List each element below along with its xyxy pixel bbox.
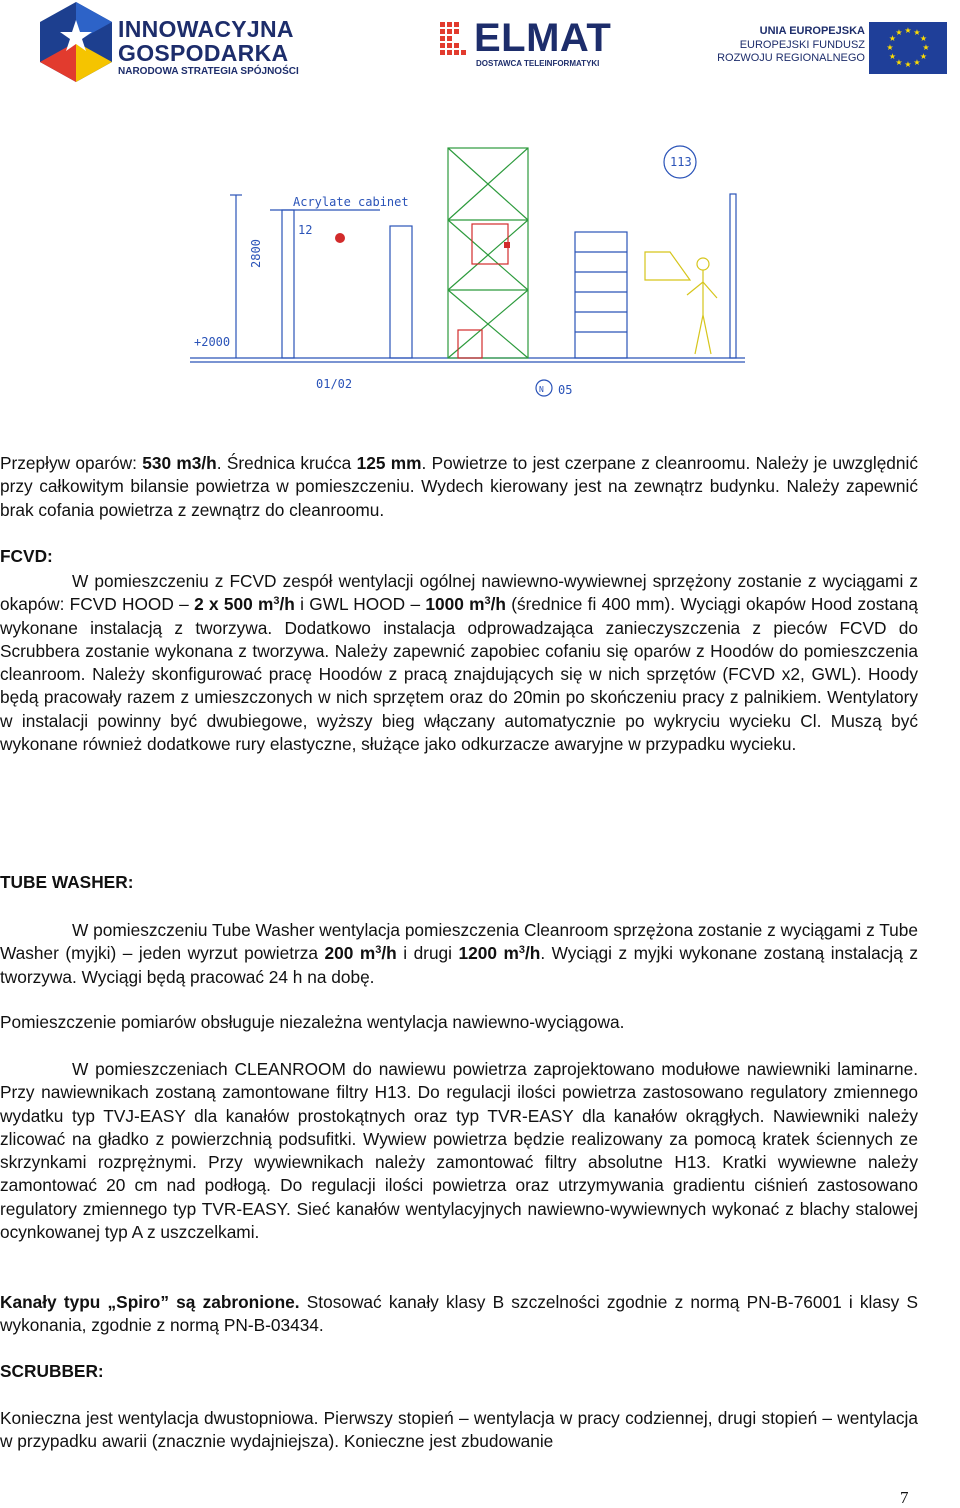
elmat-tagline: DOSTAWCA TELEINFORMATYKI — [476, 59, 600, 68]
technical-drawing — [190, 140, 745, 402]
svg-text:★: ★ — [904, 60, 912, 69]
page-number: 7 — [900, 1488, 909, 1507]
innowacyjna-gospodarka-mark-icon — [40, 2, 112, 82]
fcvd-heading: FCVD: — [0, 546, 53, 566]
innowacyjna-gospodarka-logo — [40, 2, 320, 84]
svg-text:★: ★ — [913, 58, 921, 67]
drawing-label-level: +2000 — [194, 335, 231, 349]
tube-washer-heading: TUBE WASHER: — [0, 872, 134, 892]
svg-text:★: ★ — [895, 28, 903, 37]
eu-line1: UNIA EUROPEJSKA — [759, 25, 865, 37]
ig-line3: NARODOWA STRATEGIA SPÓJNOŚCI — [118, 66, 299, 77]
ig-line1: INNOWACYJNA — [118, 16, 294, 42]
tube-washer-paragraph: W pomieszczeniu Tube Washer wentylacja pomieszczenia Cleanroom sprzężona zostanie z wyciągami z Tube Washer (myjki) – jeden wyrzut powietrza 200 $m^3/h$ i drugi 1200 $m^3/h$. Wyciągi z myjki wykonane zostaną instalacją z tworzywa. Wyciągi będą pracować 24 h na dobę. — [0, 920, 918, 987]
ig-line2: GOSPODARKA — [118, 40, 289, 66]
elmat-mark-icon — [440, 22, 470, 62]
svg-text:★: ★ — [922, 43, 930, 52]
spiro-paragraph: Kanały typu „Spiro” są zabronione. Stosować kanały klasy B szczelności zgodnie z normą PN-B-76001 i klasy S wykonania, zgodnie z normą PN-B-03434. — [0, 1292, 918, 1336]
elmat-name: ELMAT — [474, 16, 612, 60]
svg-text:★: ★ — [886, 43, 894, 52]
svg-text:★: ★ — [895, 58, 903, 67]
drawing-label-12: 12 — [298, 223, 313, 237]
logo-bar — [0, 0, 960, 90]
drawing-label-n: N — [539, 385, 544, 394]
cleanroom-paragraph: W pomieszczeniach CLEANROOM do nawiewu powietrza zaprojektowano modułowe nawiewniki laminarne. Przy nawiewnikach zostaną zamontowane filtry H13. Do regulacji ilości powietrza zastosowano regulatory zmiennego wydatku typ TVJ-EASY dla kanałów prostokątnych oraz typ TVR-EASY dla kanałów okrągłych. Nawiewniki należy zlicować na gładko z powierzchnią podsufitki. Wywiew powietrza będzie realizowany za pomocą kratek ściennych ze skrzynkami rozprężnymi. Przy wywiewnikach należy zamontować filtry absolutne H13. Kratki wywiewne należy zamontować 20 cm nad podłogą. Do regulacji ilości powietrza oraz utrzymywania gradientu ciśnień zastosowano regulatory zmiennego typ TVR-EASY. Sieć kanałów wentylacyjnych nawiewno-wywiewnych wykonać z blachy stalowej ocynkowanej typ A z uszczelkami. — [0, 1059, 918, 1243]
eu-line2: EUROPEJSKI FUNDUSZ — [739, 39, 865, 51]
flow-paragraph: Przepływ oparów: 530 m3/h. Średnica krućca 125 mm. Powietrze to jest czerpane z cleanroomu. Należy je uwzględnić przy całkowitym bilansie powietrza w pomieszczeniu. Wydech kierowany jest na zewnątrz budynku. Należy zapewnić brak cofania powietrza z zewnątrz do cleanroomu. — [0, 453, 919, 520]
eu-line3: ROZWOJU REGIONALNEGO — [717, 52, 865, 64]
scrubber-paragraph: Konieczna jest wentylacja dwustopniowa. Pierwszy stopień – wentylacja w pracy codziennej, drugi stopień – wentylacja w przypadku awarii (znacznie wydajniejsza). Konieczne jest zbudowanie — [0, 1408, 918, 1452]
fcvd-paragraph: W pomieszczeniu z FCVD zespół wentylacji ogólnej nawiewno-wywiewnej sprzężony zostanie z wyciągami z okapów: FCVD HOOD – 2 x 500 $m^3/h$ i GWL HOOD – 1000 $m^3/h$ (średnice fi 400 mm). Wyciągi okapów Hood zostaną wykonane instalacją z tworzywa. Dodatkowo instalacja odprowadzająca zanieczyszczenia z pieców FCVD do Scrubbera zostanie wykonana z tworzywa. Należy zapewnić zapobiec cofaniu się oparów z Hoodów do pomieszczenia cleanroom. Należy skonfigurować pracę Hoodów z pracą znajdujących się w nich sprzętów (FCVD x2, GWL). Hoody będą pracowały razem z umieszczonych w nich sprzętem oraz do 20min po skończeniu pracy z palnikiem. Wentylatory w instalacji powinny być dwubiegowe, wyższy bieg włączany automatycznie po wykryciu wycieku Cl. Muszą być wykonane również dodatkowe rury elastyczne, służące jako odkurzacze awaryjne w przypadku wycieku. — [0, 571, 918, 755]
drawing-label-cabinet: Acrylate cabinet — [293, 195, 409, 209]
svg-text:★: ★ — [919, 34, 928, 43]
drawing-label-2800: 2800 — [249, 239, 263, 268]
eu-flag-icon — [869, 22, 947, 74]
eu-logo — [717, 22, 957, 74]
drawing-label-05: 05 — [558, 383, 573, 397]
svg-text:★: ★ — [904, 26, 912, 35]
drawing-label-0102: 01/02 — [316, 377, 353, 391]
scrubber-heading: SCRUBBER: — [0, 1361, 104, 1381]
drawing-label-113: 113 — [670, 155, 692, 169]
svg-text:★: ★ — [888, 34, 897, 43]
svg-text:★: ★ — [919, 52, 928, 61]
measurements-paragraph: Pomieszczenie pomiarów obsługuje niezależna wentylacja nawiewno-wyciągowa. — [0, 1012, 625, 1032]
svg-text:★: ★ — [913, 28, 921, 37]
svg-text:★: ★ — [888, 52, 897, 61]
elmat-logo — [440, 16, 635, 72]
